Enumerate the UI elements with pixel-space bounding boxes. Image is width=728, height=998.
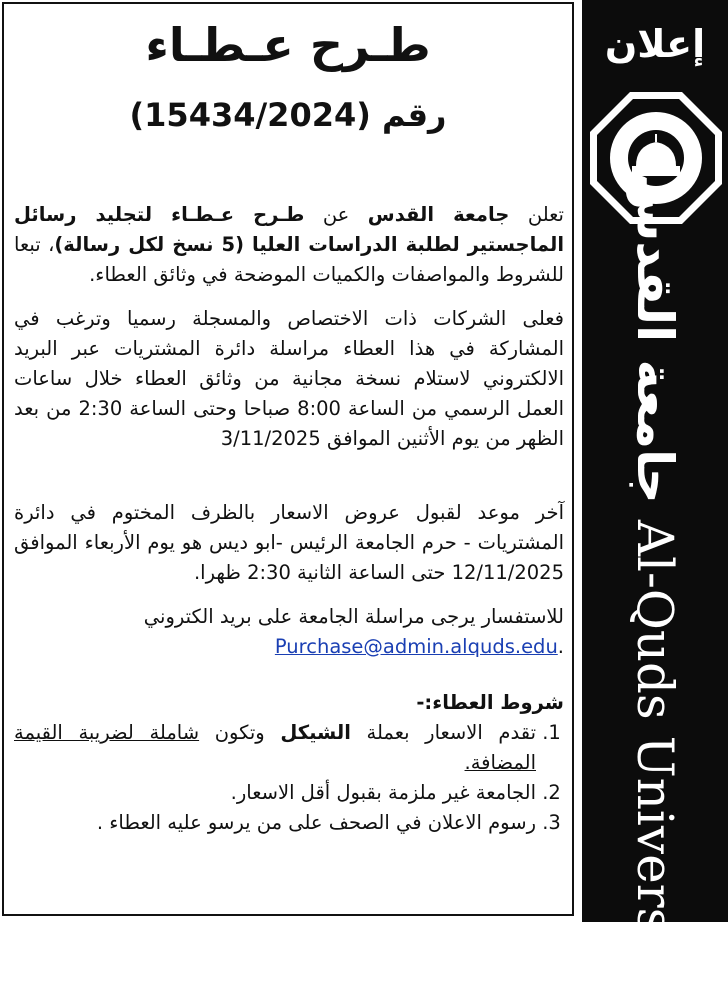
text: وتكون (199, 721, 281, 744)
deadline-paragraph: آخر موعد لقبول عروض الاسعار بالظرف المختوم في دائرة المشتريات - حرم الجامعة الرئيس -ابو ديس هو يوم الأربعاء الموافق 12/11/2025 حتى الساعة الثانية 2:30 ظهرا. (14, 501, 564, 584)
term-item (14, 718, 536, 778)
inquiry-paragraph: للاستفسار يرجى مراسلة الجامعة على بريد الكتروني .Purchase@admin.alquds.edu (143, 605, 564, 658)
vertical-name-english: Al-Quds University (626, 519, 684, 998)
term-item: 3. رسوم الاعلان في الصحف على من يرسو عليه العطاء . (14, 808, 536, 838)
text: للاستفسار يرجى مراسلة الجامعة على بريد الكتروني (143, 605, 564, 628)
text: عن (304, 203, 368, 226)
tender-title: طـرح عـطـاء (145, 18, 431, 72)
terms-list (14, 718, 564, 838)
vat-note: شاملة لضريبة القيمة المضافة. (14, 721, 536, 774)
text: تقدم الاسعار بعملة (350, 721, 537, 744)
side-banner (582, 0, 728, 998)
vertical-university-name (626, 172, 684, 997)
term-item: 2. الجامعة غير ملزمة بقبول أقل الاسعار. (14, 778, 536, 808)
announcement-label: إعلان (604, 22, 706, 66)
tender-number: رقم (15434/2024) (129, 96, 447, 134)
text: تعلن (509, 203, 564, 226)
terms-title: شروط العطاء:- (416, 691, 564, 714)
tender-subject: طـرح عـطـاء لتجليد رسائل الماجستير لطلبة الدراسات العليا (5 نسخ لكل رسالة) (14, 203, 565, 256)
intro-paragraph (14, 200, 564, 290)
announcement-text (14, 200, 564, 838)
announcement-body (2, 2, 574, 916)
text: ، تبعا للشروط والمواصفات والكميات الموضحة في وثائق العطاء. (14, 233, 564, 286)
vertical-name-arabic: جامعة القدس (626, 172, 684, 504)
currency: الشيكل (280, 721, 351, 744)
participation-paragraph: فعلى الشركات ذات الاختصاص والمسجلة رسميا وترغب في المشاركة في هذا العطاء مراسلة دائرة المشتريات عبر البريد الالكتروني لاستلام نسخة مجانية من وثائق العطاء خلال ساعات العمل الرسمي من الساعة 8:00 صباحا وحتى الساعة 2:30 من بعد الظهر من يوم الأثنين الموافق 3/11/2025 (14, 307, 564, 450)
university-name: جامعة القدس (367, 203, 510, 226)
email-link[interactable]: Purchase@admin.alquds.edu (274, 635, 558, 658)
